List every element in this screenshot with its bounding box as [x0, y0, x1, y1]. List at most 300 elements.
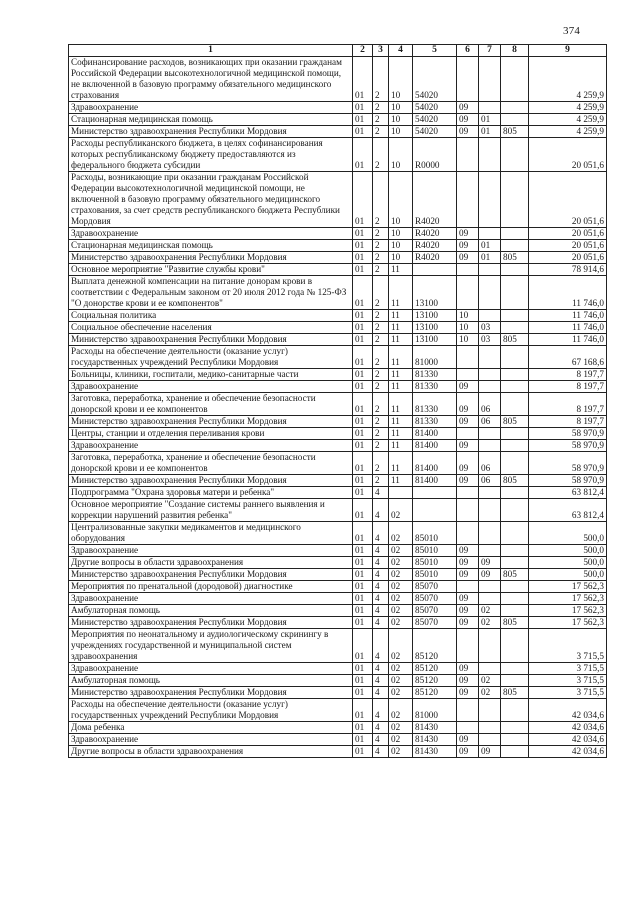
table-row: [69, 138, 607, 172]
table-row: [69, 617, 607, 629]
row-name-cell: Выплата денежной компенсации на питание донорам крови в соответствии с Федеральным законом от 20 июля 2012 года № 125-ФЗ "О донорстве крови и ее компонентов": [69, 276, 353, 310]
code-3-cell: 4: [373, 522, 389, 545]
code-5-cell: R0000: [413, 138, 457, 172]
table-row: [69, 699, 607, 722]
code-4-cell: 10: [389, 172, 413, 228]
code-5-cell: 54020: [413, 57, 457, 102]
table-header-row: [69, 45, 607, 57]
code-5-cell: 81430: [413, 722, 457, 734]
code-3-cell: 4: [373, 687, 389, 699]
code-2-cell: 01: [353, 617, 373, 629]
code-7-cell: [479, 487, 501, 499]
code-4-cell: 11: [389, 440, 413, 452]
row-name-cell: Здравоохранение: [69, 102, 353, 114]
table-row: [69, 126, 607, 138]
code-6-cell: [457, 346, 479, 369]
code-8-cell: 805: [501, 617, 529, 629]
row-sum-cell: 42 034,6: [529, 746, 607, 758]
code-8-cell: [501, 545, 529, 557]
row-sum-cell: 42 034,6: [529, 699, 607, 722]
code-3-cell: 4: [373, 734, 389, 746]
table-row: [69, 416, 607, 428]
code-6-cell: 09: [457, 687, 479, 699]
row-sum-cell: 17 562,3: [529, 617, 607, 629]
table-row: [69, 452, 607, 475]
row-sum-cell: 11 746,0: [529, 322, 607, 334]
code-6-cell: 09: [457, 675, 479, 687]
code-5-cell: 81400: [413, 475, 457, 487]
code-4-cell: 10: [389, 57, 413, 102]
code-7-cell: 03: [479, 322, 501, 334]
row-name-cell: Социальное обеспечение населения: [69, 322, 353, 334]
table-row: [69, 393, 607, 416]
code-2-cell: 01: [353, 569, 373, 581]
code-7-cell: [479, 102, 501, 114]
code-2-cell: 01: [353, 428, 373, 440]
table-row: [69, 102, 607, 114]
code-8-cell: [501, 722, 529, 734]
table-row: [69, 114, 607, 126]
code-6-cell: 09: [457, 452, 479, 475]
code-6-cell: 09: [457, 605, 479, 617]
code-3-cell: 2: [373, 475, 389, 487]
code-4-cell: 10: [389, 114, 413, 126]
code-8-cell: [501, 102, 529, 114]
code-5-cell: 81430: [413, 734, 457, 746]
row-name-cell: Больницы, клиники, госпитали, медико-санитарные части: [69, 369, 353, 381]
code-2-cell: 01: [353, 522, 373, 545]
code-8-cell: [501, 605, 529, 617]
code-3-cell: 2: [373, 428, 389, 440]
code-3-cell: 2: [373, 334, 389, 346]
row-name-cell: Стационарная медицинская помощь: [69, 240, 353, 252]
code-2-cell: 01: [353, 593, 373, 605]
code-3-cell: 2: [373, 252, 389, 264]
code-8-cell: 805: [501, 475, 529, 487]
row-sum-cell: 4 259,9: [529, 114, 607, 126]
code-3-cell: 2: [373, 393, 389, 416]
table-row: [69, 334, 607, 346]
code-6-cell: 09: [457, 114, 479, 126]
code-2-cell: 01: [353, 126, 373, 138]
code-2-cell: 01: [353, 310, 373, 322]
code-7-cell: 09: [479, 746, 501, 758]
code-6-cell: [457, 172, 479, 228]
code-5-cell: 81430: [413, 746, 457, 758]
code-6-cell: 09: [457, 569, 479, 581]
row-name-cell: Здравоохранение: [69, 545, 353, 557]
code-8-cell: [501, 734, 529, 746]
row-name-cell: Амбулаторная помощь: [69, 675, 353, 687]
code-3-cell: 2: [373, 172, 389, 228]
row-name-cell: Подпрограмма "Охрана здоровья матери и ребенка": [69, 487, 353, 499]
row-name-cell: Расходы на обеспечение деятельности (оказание услуг) государственных учреждений Республики Мордовия: [69, 699, 353, 722]
code-4-cell: 02: [389, 545, 413, 557]
row-sum-cell: 42 034,6: [529, 734, 607, 746]
code-5-cell: 13100: [413, 322, 457, 334]
code-3-cell: 4: [373, 746, 389, 758]
code-7-cell: [479, 663, 501, 675]
code-5-cell: 85010: [413, 557, 457, 569]
row-name-cell: Основное мероприятие "Развитие службы крови": [69, 264, 353, 276]
code-4-cell: 10: [389, 102, 413, 114]
code-8-cell: [501, 172, 529, 228]
row-name-cell: Другие вопросы в области здравоохранения: [69, 746, 353, 758]
code-7-cell: [479, 310, 501, 322]
code-4-cell: 02: [389, 675, 413, 687]
code-5-cell: 85070: [413, 581, 457, 593]
code-4-cell: 11: [389, 310, 413, 322]
code-2-cell: 01: [353, 102, 373, 114]
code-6-cell: 09: [457, 617, 479, 629]
code-3-cell: 2: [373, 264, 389, 276]
code-3-cell: 2: [373, 102, 389, 114]
row-sum-cell: 63 812,4: [529, 487, 607, 499]
code-2-cell: 01: [353, 172, 373, 228]
row-sum-cell: 58 970,9: [529, 428, 607, 440]
row-sum-cell: 3 715,5: [529, 675, 607, 687]
row-sum-cell: 58 970,9: [529, 440, 607, 452]
code-8-cell: [501, 393, 529, 416]
code-2-cell: 01: [353, 346, 373, 369]
code-3-cell: 2: [373, 346, 389, 369]
code-6-cell: [457, 522, 479, 545]
table-row: [69, 369, 607, 381]
code-6-cell: [457, 57, 479, 102]
code-7-cell: [479, 440, 501, 452]
code-6-cell: 09: [457, 381, 479, 393]
code-5-cell: 81330: [413, 381, 457, 393]
column-header: 4: [389, 45, 413, 57]
code-4-cell: 10: [389, 138, 413, 172]
row-sum-cell: 20 051,6: [529, 252, 607, 264]
code-5-cell: 85010: [413, 545, 457, 557]
code-5-cell: 85120: [413, 663, 457, 675]
code-6-cell: 10: [457, 310, 479, 322]
column-header: 3: [373, 45, 389, 57]
row-sum-cell: 8 197,7: [529, 381, 607, 393]
table-row: [69, 322, 607, 334]
row-sum-cell: 500,0: [529, 545, 607, 557]
code-8-cell: [501, 699, 529, 722]
row-name-cell: Основное мероприятие "Создание системы раннего выявления и коррекции нарушений развития ребенка": [69, 499, 353, 522]
row-sum-cell: 17 562,3: [529, 593, 607, 605]
code-2-cell: 01: [353, 629, 373, 663]
column-header: 5: [413, 45, 457, 57]
row-sum-cell: 20 051,6: [529, 240, 607, 252]
code-6-cell: 09: [457, 102, 479, 114]
code-7-cell: [479, 138, 501, 172]
code-8-cell: [501, 346, 529, 369]
code-8-cell: 805: [501, 334, 529, 346]
code-4-cell: 02: [389, 722, 413, 734]
code-4-cell: 02: [389, 663, 413, 675]
code-3-cell: 4: [373, 557, 389, 569]
row-sum-cell: 42 034,6: [529, 722, 607, 734]
row-sum-cell: 63 812,4: [529, 499, 607, 522]
table-row: [69, 428, 607, 440]
code-8-cell: [501, 310, 529, 322]
code-6-cell: 09: [457, 734, 479, 746]
code-4-cell: 02: [389, 687, 413, 699]
column-header: 8: [501, 45, 529, 57]
code-4-cell: 02: [389, 593, 413, 605]
code-7-cell: [479, 522, 501, 545]
row-sum-cell: 3 715,5: [529, 663, 607, 675]
row-name-cell: Заготовка, переработка, хранение и обеспечение безопасности донорской крови и ее компонентов: [69, 452, 353, 475]
table-row: [69, 569, 607, 581]
code-7-cell: 01: [479, 126, 501, 138]
table-body: [69, 57, 607, 758]
code-2-cell: 01: [353, 334, 373, 346]
code-8-cell: 805: [501, 252, 529, 264]
code-4-cell: 02: [389, 746, 413, 758]
table-row: [69, 499, 607, 522]
code-7-cell: [479, 629, 501, 663]
table-row: [69, 545, 607, 557]
code-7-cell: 06: [479, 416, 501, 428]
row-sum-cell: 20 051,6: [529, 138, 607, 172]
row-name-cell: Амбулаторная помощь: [69, 605, 353, 617]
row-name-cell: Стационарная медицинская помощь: [69, 114, 353, 126]
code-2-cell: 01: [353, 393, 373, 416]
code-5-cell: 85120: [413, 687, 457, 699]
code-7-cell: [479, 428, 501, 440]
code-4-cell: 11: [389, 428, 413, 440]
row-sum-cell: 500,0: [529, 522, 607, 545]
code-6-cell: [457, 699, 479, 722]
row-sum-cell: 4 259,9: [529, 126, 607, 138]
code-7-cell: [479, 593, 501, 605]
code-2-cell: 01: [353, 138, 373, 172]
code-8-cell: [501, 557, 529, 569]
code-2-cell: 01: [353, 499, 373, 522]
table-row: [69, 687, 607, 699]
code-6-cell: 09: [457, 475, 479, 487]
code-3-cell: 4: [373, 675, 389, 687]
table-row: [69, 228, 607, 240]
code-8-cell: [501, 452, 529, 475]
code-8-cell: [501, 487, 529, 499]
code-4-cell: 11: [389, 452, 413, 475]
row-sum-cell: 500,0: [529, 569, 607, 581]
table-row: [69, 276, 607, 310]
code-8-cell: [501, 264, 529, 276]
code-6-cell: 09: [457, 545, 479, 557]
code-6-cell: 10: [457, 322, 479, 334]
column-header: 6: [457, 45, 479, 57]
code-2-cell: 01: [353, 675, 373, 687]
code-7-cell: 02: [479, 687, 501, 699]
code-4-cell: 11: [389, 322, 413, 334]
row-name-cell: Расходы республиканского бюджета, в целях софинансирования которых республиканскому бюджету предоставляются из федерального бюджета субсидии: [69, 138, 353, 172]
code-5-cell: R4020: [413, 252, 457, 264]
row-name-cell: Дома ребенка: [69, 722, 353, 734]
code-3-cell: 4: [373, 722, 389, 734]
column-header: 2: [353, 45, 373, 57]
row-name-cell: Центры, станции и отделения переливания крови: [69, 428, 353, 440]
table-row: [69, 734, 607, 746]
code-7-cell: [479, 381, 501, 393]
code-5-cell: 85010: [413, 522, 457, 545]
code-5-cell: 54020: [413, 126, 457, 138]
code-2-cell: 01: [353, 381, 373, 393]
code-5-cell: R4020: [413, 172, 457, 228]
code-4-cell: 11: [389, 264, 413, 276]
code-2-cell: 01: [353, 416, 373, 428]
code-3-cell: 2: [373, 126, 389, 138]
code-4-cell: 02: [389, 699, 413, 722]
code-3-cell: 4: [373, 699, 389, 722]
table-row: [69, 487, 607, 499]
row-name-cell: Министерство здравоохранения Республики Мордовия: [69, 126, 353, 138]
code-8-cell: [501, 675, 529, 687]
code-7-cell: [479, 276, 501, 310]
row-sum-cell: 17 562,3: [529, 605, 607, 617]
code-7-cell: 06: [479, 475, 501, 487]
column-header: 7: [479, 45, 501, 57]
code-7-cell: [479, 581, 501, 593]
row-sum-cell: 58 970,9: [529, 452, 607, 475]
code-7-cell: 09: [479, 569, 501, 581]
code-7-cell: 02: [479, 675, 501, 687]
code-4-cell: 10: [389, 252, 413, 264]
table-row: [69, 663, 607, 675]
code-8-cell: [501, 440, 529, 452]
code-4-cell: 10: [389, 126, 413, 138]
code-6-cell: [457, 138, 479, 172]
row-name-cell: Министерство здравоохранения Республики Мордовия: [69, 252, 353, 264]
table-row: [69, 440, 607, 452]
code-2-cell: 01: [353, 475, 373, 487]
code-2-cell: 01: [353, 581, 373, 593]
code-6-cell: 09: [457, 228, 479, 240]
code-6-cell: [457, 264, 479, 276]
code-3-cell: 2: [373, 310, 389, 322]
code-7-cell: 09: [479, 557, 501, 569]
code-5-cell: 13100: [413, 310, 457, 322]
table-row: [69, 264, 607, 276]
row-name-cell: Социальная политика: [69, 310, 353, 322]
code-6-cell: [457, 428, 479, 440]
code-8-cell: [501, 593, 529, 605]
code-6-cell: 09: [457, 593, 479, 605]
code-8-cell: [501, 522, 529, 545]
code-5-cell: 13100: [413, 334, 457, 346]
code-6-cell: 09: [457, 393, 479, 416]
code-7-cell: 06: [479, 452, 501, 475]
row-sum-cell: 20 051,6: [529, 228, 607, 240]
code-2-cell: 01: [353, 264, 373, 276]
code-4-cell: 02: [389, 569, 413, 581]
code-8-cell: [501, 57, 529, 102]
code-8-cell: [501, 240, 529, 252]
code-7-cell: [479, 734, 501, 746]
code-7-cell: 02: [479, 605, 501, 617]
row-sum-cell: 58 970,9: [529, 475, 607, 487]
code-5-cell: 54020: [413, 114, 457, 126]
code-4-cell: 11: [389, 346, 413, 369]
row-name-cell: Расходы, возникающие при оказании гражданам Российской Федерации высокотехнологичной медицинской помощи, не включенной в базовую программу обязательного медицинского страхования, за счет средств республиканского бюджета Республики Мордовия: [69, 172, 353, 228]
code-2-cell: 01: [353, 276, 373, 310]
table-row: [69, 240, 607, 252]
code-6-cell: 10: [457, 334, 479, 346]
code-5-cell: 85070: [413, 617, 457, 629]
code-8-cell: [501, 276, 529, 310]
code-2-cell: 01: [353, 440, 373, 452]
table-row: [69, 722, 607, 734]
code-7-cell: [479, 722, 501, 734]
code-3-cell: 2: [373, 452, 389, 475]
row-name-cell: Здравоохранение: [69, 381, 353, 393]
row-name-cell: Централизованные закупки медикаментов и медицинского оборудования: [69, 522, 353, 545]
code-5-cell: 13100: [413, 276, 457, 310]
code-3-cell: 2: [373, 276, 389, 310]
code-8-cell: [501, 114, 529, 126]
code-8-cell: [501, 581, 529, 593]
code-4-cell: 02: [389, 581, 413, 593]
row-name-cell: Расходы на обеспечение деятельности (оказание услуг) государственных учреждений Республики Мордовия: [69, 346, 353, 369]
code-3-cell: 4: [373, 593, 389, 605]
code-4-cell: 11: [389, 276, 413, 310]
row-sum-cell: 11 746,0: [529, 276, 607, 310]
code-5-cell: [413, 264, 457, 276]
table-row: [69, 675, 607, 687]
code-3-cell: 2: [373, 228, 389, 240]
code-5-cell: 81400: [413, 428, 457, 440]
table-row: [69, 522, 607, 545]
code-3-cell: 2: [373, 240, 389, 252]
code-4-cell: 11: [389, 416, 413, 428]
code-8-cell: [501, 369, 529, 381]
table-row: [69, 581, 607, 593]
code-5-cell: 85120: [413, 675, 457, 687]
row-name-cell: Здравоохранение: [69, 663, 353, 675]
code-2-cell: 01: [353, 557, 373, 569]
code-4-cell: 10: [389, 228, 413, 240]
code-6-cell: 09: [457, 240, 479, 252]
code-8-cell: [501, 322, 529, 334]
code-3-cell: 4: [373, 663, 389, 675]
code-5-cell: 81330: [413, 393, 457, 416]
code-6-cell: [457, 276, 479, 310]
table-row: [69, 346, 607, 369]
code-7-cell: [479, 346, 501, 369]
code-8-cell: 805: [501, 416, 529, 428]
code-7-cell: [479, 57, 501, 102]
row-name-cell: Министерство здравоохранения Республики Мордовия: [69, 617, 353, 629]
row-name-cell: Здравоохранение: [69, 228, 353, 240]
code-5-cell: 85070: [413, 593, 457, 605]
code-2-cell: 01: [353, 252, 373, 264]
code-4-cell: 10: [389, 240, 413, 252]
code-3-cell: 2: [373, 114, 389, 126]
code-2-cell: 01: [353, 545, 373, 557]
code-5-cell: R4020: [413, 228, 457, 240]
row-sum-cell: 3 715,5: [529, 687, 607, 699]
code-6-cell: [457, 369, 479, 381]
row-sum-cell: 20 051,6: [529, 172, 607, 228]
code-2-cell: 01: [353, 746, 373, 758]
row-name-cell: Здравоохранение: [69, 593, 353, 605]
code-2-cell: 01: [353, 114, 373, 126]
code-3-cell: 2: [373, 416, 389, 428]
row-name-cell: Министерство здравоохранения Республики Мордовия: [69, 334, 353, 346]
code-3-cell: 2: [373, 138, 389, 172]
code-3-cell: 2: [373, 322, 389, 334]
code-4-cell: 02: [389, 522, 413, 545]
code-5-cell: 81400: [413, 440, 457, 452]
